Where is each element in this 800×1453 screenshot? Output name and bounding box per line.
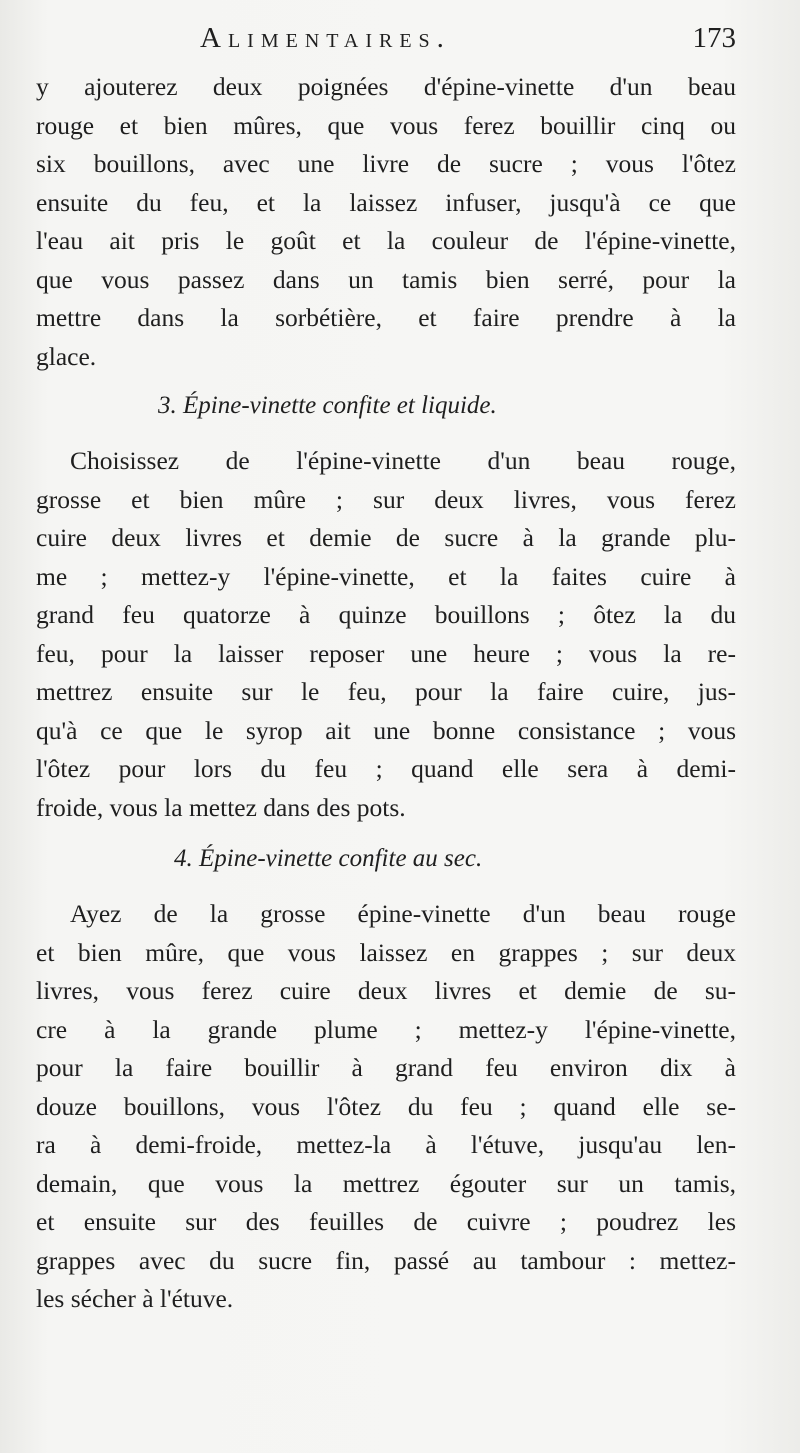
text-line: et ensuite sur des feuilles de cuivre ; poudrez les: [36, 1207, 736, 1236]
text-line: Ayez de la grosse épine-vinette d'un beau rouge: [70, 899, 736, 928]
text-line: qu'à ce que le syrop ait une bonne consistance ; vous: [36, 715, 736, 745]
text-line: six bouillons, avec une livre de sucre ; vous l'ôtez: [36, 149, 736, 178]
text-line: glace.: [36, 341, 97, 371]
text-line: y ajouterez deux poignées d'épine-vinette d'un beau: [36, 72, 736, 101]
text-line: froide, vous la mettez dans des pots.: [36, 792, 406, 822]
paragraph-continued: [36, 68, 736, 376]
text-line: pour la faire bouillir à grand feu environ dix à: [36, 1053, 736, 1082]
section-heading-3: 3. Épine-vinette confite et liquide.: [158, 392, 497, 419]
text-line: rouge et bien mûres, que vous ferez bouillir cinq ou: [36, 110, 736, 140]
page-header: [38, 22, 738, 62]
text-line: ra à demi-froide, mettez-la à l'étuve, jusqu'au len-: [36, 1130, 736, 1159]
paragraph-section-3: [36, 442, 736, 827]
text-line: cre à la grande plume ; mettez-y l'épine-vinette,: [36, 1014, 736, 1044]
running-head: Alimentaires.: [200, 22, 451, 54]
text-line: ensuite du feu, et la laissez infuser, jusqu'à ce que: [36, 187, 736, 217]
page-number: 173: [692, 22, 736, 54]
body-text: [36, 68, 736, 1319]
text-line: grappes avec du sucre fin, passé au tambour : mettez-: [36, 1245, 736, 1275]
paragraph-section-4: [36, 895, 736, 1319]
text-line: l'ôtez pour lors du feu ; quand elle sera à demi-: [36, 754, 736, 783]
text-line: l'eau ait pris le goût et la couleur de l'épine-vinette,: [36, 226, 736, 255]
text-line: mettre dans la sorbétière, et faire prendre à la: [36, 303, 736, 332]
text-line: douze bouillons, vous l'ôtez du feu ; quand elle se-: [36, 1091, 736, 1121]
text-line: que vous passez dans un tamis bien serré, pour la: [36, 264, 736, 294]
text-line: mettrez ensuite sur le feu, pour la faire cuire, jus-: [36, 677, 736, 706]
text-line: me ; mettez-y l'épine-vinette, et la faites cuire à: [36, 561, 736, 591]
text-line: Choisissez de l'épine-vinette d'un beau rouge,: [70, 446, 736, 475]
section-heading-4: 4. Épine-vinette confite au sec.: [174, 845, 483, 872]
text-line: demain, que vous la mettrez égouter sur un tamis,: [36, 1168, 736, 1198]
text-line: cuire deux livres et demie de sucre à la grande plu-: [36, 523, 736, 552]
text-line: grosse et bien mûre ; sur deux livres, vous ferez: [36, 484, 736, 514]
text-line: livres, vous ferez cuire deux livres et demie de su-: [36, 976, 736, 1005]
text-line: les sécher à l'étuve.: [36, 1284, 234, 1313]
text-line: grand feu quatorze à quinze bouillons ; ôtez la du: [36, 600, 736, 629]
text-line: feu, pour la laisser reposer une heure ; vous la re-: [36, 638, 736, 668]
text-line: et bien mûre, que vous laissez en grappes ; sur deux: [36, 937, 736, 967]
